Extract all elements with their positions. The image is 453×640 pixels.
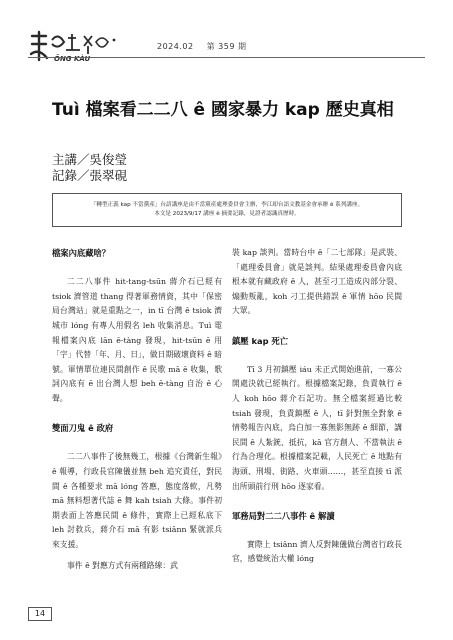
section-heading: 雙面刀鬼 ê 政府 (52, 423, 114, 434)
paragraph-spacer (52, 261, 222, 276)
paragraph-spacer (232, 319, 402, 334)
note-line-2: 本文是 2023/9/17 講座 ê 摘要記錄，見證者認識真歷時。 (154, 211, 300, 217)
page-number: 14 (28, 607, 52, 621)
body-paragraph: 事件 ê 對應方式有兩種路線：武 (67, 561, 178, 571)
body-paragraph: 二二八事件了後無幾工，根據《台灣新生報》ê 報導，行政長官陳儀並無 beh 追究責任，對民間 ê 各種要求 mā lóng 答應，態度落軟，凡勢 mā 無料想著代誌 ē 舞 kah tsiah 大條。事件初期表面上答應民間 ê 條件，實際上已經私底下 leh 討救兵，蔣介石 mā 有影 tsiânn 緊就派兵來支援。 (52, 452, 222, 549)
body-paragraph: 二二八事件 hit-tang-tsūn 蔣介石已經有 tsiok 濟管道 thang 得著軍務情資，其中「保密局台灣站」就是重點之一，in tī 台灣 ê tsiok 濟城市 lóng 有專人用假名 leh 收集消息。Tuì 電報檔案內底 lān ē-tàng 發現，hit-tsūn ē 用「字」代替「年、月、日」，做日期破壞資料 ê 暗號。軍情單位連民間創作 ê 民歌 mā ē 收集，歌詞內底有 ē 出台灣人想 beh ē-tàng 自治 ê 心聲。 (52, 277, 222, 403)
paragraph-spacer (232, 348, 402, 363)
speaker-byline: 主講／吳俊瑩 (52, 152, 128, 167)
paragraph-spacer (52, 436, 222, 451)
body-paragraph: 裝 kap 談判。當時台中 ê「二七部隊」是武裝、「處理委員會」就是談判。結果處理委員會內底根本就有藏政府 ê 人，甚至刁工造成內部分裂、煽動叛亂，koh 刁工提供錯誤 ê 軍情 hōo 民間大眾。 (232, 248, 402, 316)
paragraph-spacer (232, 494, 402, 509)
section-heading: 鎮壓 kap 死亡 (232, 335, 289, 346)
paragraph-spacer (232, 523, 402, 538)
paragraph-spacer (52, 407, 222, 422)
issue-number: 第 359 期 (206, 42, 247, 51)
body-paragraph: Tī 3 月初鎮壓 iáu 未正式開始進前，一寡公開處決就已經執行。根據檔案記錄，負責執行 ê 人 koh hōo 蔣介石記功。無仝檔案經過比較 tsiah 發現，負責鎮壓 ê 人，tī 針對無全對象 ê 情勢報告內底，烏白加一寡無影無跡 ê 細節，講民間 ê 人紮銃、抵抗，kā 官方創人、不當執法 ê 行為合理化。根據檔案記載，人民死亡 ê 地點有海頭、刑場、街路、火車頭……，甚至直接 tī 派出所頭前行刑 hōo 逐家看。 (232, 364, 402, 491)
header-divider (28, 57, 425, 58)
svg-text:ÔNG KÀU: ÔNG KÀU (54, 55, 91, 63)
logo-graphic (28, 30, 148, 64)
issue-date: 2024.02 (157, 42, 194, 51)
note-line-1: 「轉型正義 kap 不當黨產」台語講座是由不當黨產處理委員會主辦，李江却台語文教基金會承辦 ê 系列講座。 (90, 202, 364, 208)
body-paragraph: 實際上 tsiânn 濟人反對陳儀做台灣省行政長官，感覺統治大權 lóng (232, 539, 402, 564)
section-heading: 軍務局對二二八事件 ê 解讀 (232, 510, 335, 521)
left-column (52, 246, 222, 574)
article-title: Tuì 檔案看二二八 ê 國家暴力 kap 歷史真相 (52, 100, 394, 120)
right-column (232, 246, 402, 567)
masthead-logo (28, 30, 148, 64)
article-note-box (52, 193, 402, 227)
paragraph-spacer (52, 552, 222, 559)
recorder-byline: 記錄／張翠硯 (52, 168, 128, 183)
issue-info (157, 41, 257, 52)
section-heading: 檔案內底藏啥？ (52, 248, 111, 258)
